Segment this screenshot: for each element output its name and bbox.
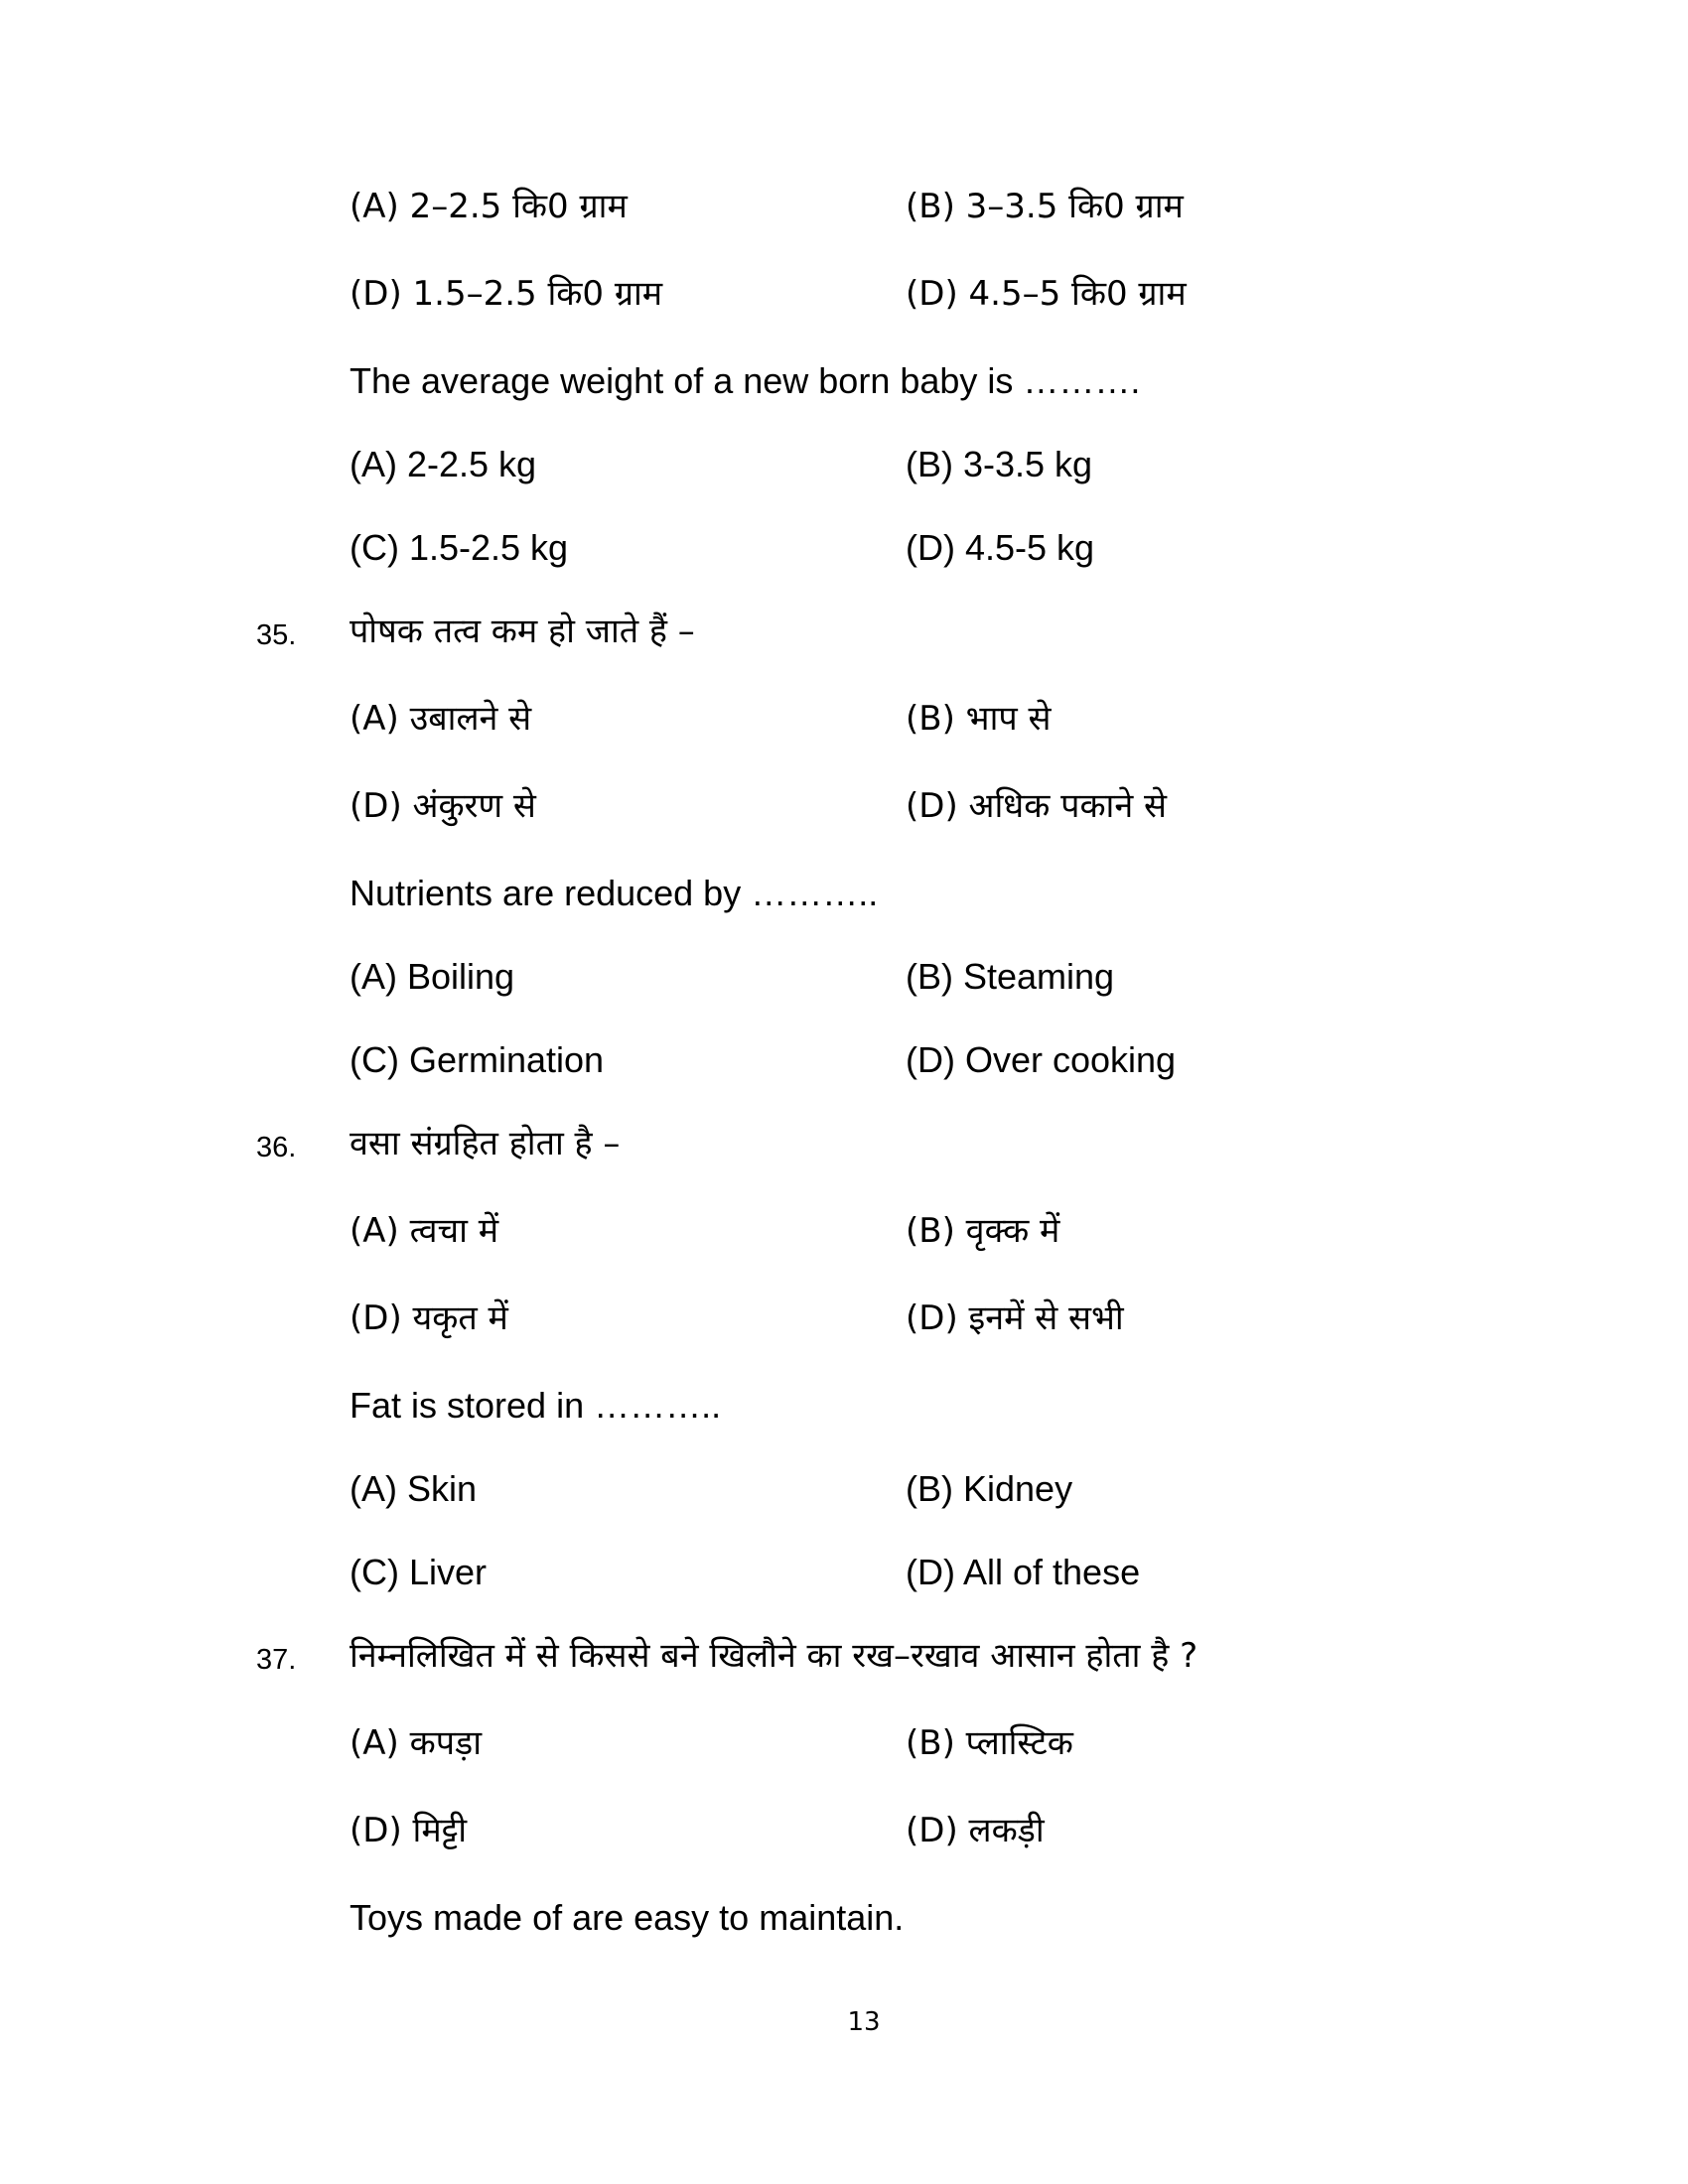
q34-option-hi-d: (D) 4.5–5 कि0 ग्राम bbox=[906, 274, 1187, 314]
q37-option-hi-b: (B) प्लास्टिक bbox=[906, 1723, 1073, 1763]
q34-option-en-c: (C) 1.5-2.5 kg bbox=[350, 527, 569, 568]
q37-option-hi-a: (A) कपड़ा bbox=[350, 1723, 483, 1763]
q36-option-hi-d: (D) इनमें से सभी bbox=[906, 1298, 1124, 1338]
q36-number: 36. bbox=[256, 1132, 297, 1163]
q36-question-en: Fat is stored in ……….. bbox=[350, 1385, 722, 1426]
q34-option-en-d: (D) 4.5-5 kg bbox=[906, 527, 1095, 568]
q36-option-hi-c: (D) यकृत में bbox=[350, 1298, 508, 1338]
q35-question-hi: पोषक तत्व कम हो जाते हैं – bbox=[350, 612, 695, 651]
q37-number: 37. bbox=[256, 1644, 297, 1676]
q34-option-en-b: (B) 3-3.5 kg bbox=[906, 444, 1093, 484]
page-number: 13 bbox=[847, 2007, 881, 2037]
q35-option-hi-c: (D) अंकुरण से bbox=[350, 786, 536, 826]
q36-option-en-c: (C) Liver bbox=[350, 1552, 488, 1592]
q34-question-en: The average weight of a new born baby is ………. bbox=[350, 360, 1141, 401]
q37-question-en: Toys made of are easy to maintain. bbox=[350, 1897, 905, 1938]
q35-option-en-d: (D) Over cooking bbox=[906, 1039, 1177, 1080]
q35-option-hi-a: (A) उबालने से bbox=[350, 699, 532, 739]
q34-option-hi-b: (B) 3–3.5 कि0 ग्राम bbox=[906, 187, 1184, 226]
q34-option-en-a: (A) 2-2.5 kg bbox=[350, 444, 537, 484]
q35-option-hi-d: (D) अधिक पकाने से bbox=[906, 786, 1168, 826]
q36-option-hi-a: (A) त्वचा में bbox=[350, 1211, 499, 1251]
q36-question-hi: वसा संग्रहित होता है – bbox=[350, 1124, 621, 1163]
q35-option-en-a: (A) Boiling bbox=[350, 956, 515, 997]
q34-option-hi-a: (A) 2–2.5 कि0 ग्राम bbox=[350, 187, 628, 226]
q35-number: 35. bbox=[256, 619, 297, 651]
q36-option-en-a: (A) Skin bbox=[350, 1468, 478, 1509]
q35-option-en-b: (B) Steaming bbox=[906, 956, 1115, 997]
q35-question-en: Nutrients are reduced by ……….. bbox=[350, 873, 879, 913]
q36-option-hi-b: (B) वृक्क में bbox=[906, 1211, 1060, 1251]
q36-option-en-b: (B) Kidney bbox=[906, 1468, 1073, 1509]
q36-option-en-d: (D) All of these bbox=[906, 1552, 1141, 1592]
q35-option-hi-b: (B) भाप से bbox=[906, 699, 1052, 739]
q34-option-hi-c: (D) 1.5–2.5 कि0 ग्राम bbox=[350, 274, 663, 314]
q37-option-hi-d: (D) लकड़ी bbox=[906, 1811, 1045, 1850]
q37-option-hi-c: (D) मिट्टी bbox=[350, 1811, 468, 1850]
q37-question-hi: निम्नलिखित में से किससे बने खिलौने का रख–रखाव आसान होता है ? bbox=[350, 1636, 1198, 1676]
q35-option-en-c: (C) Germination bbox=[350, 1039, 605, 1080]
